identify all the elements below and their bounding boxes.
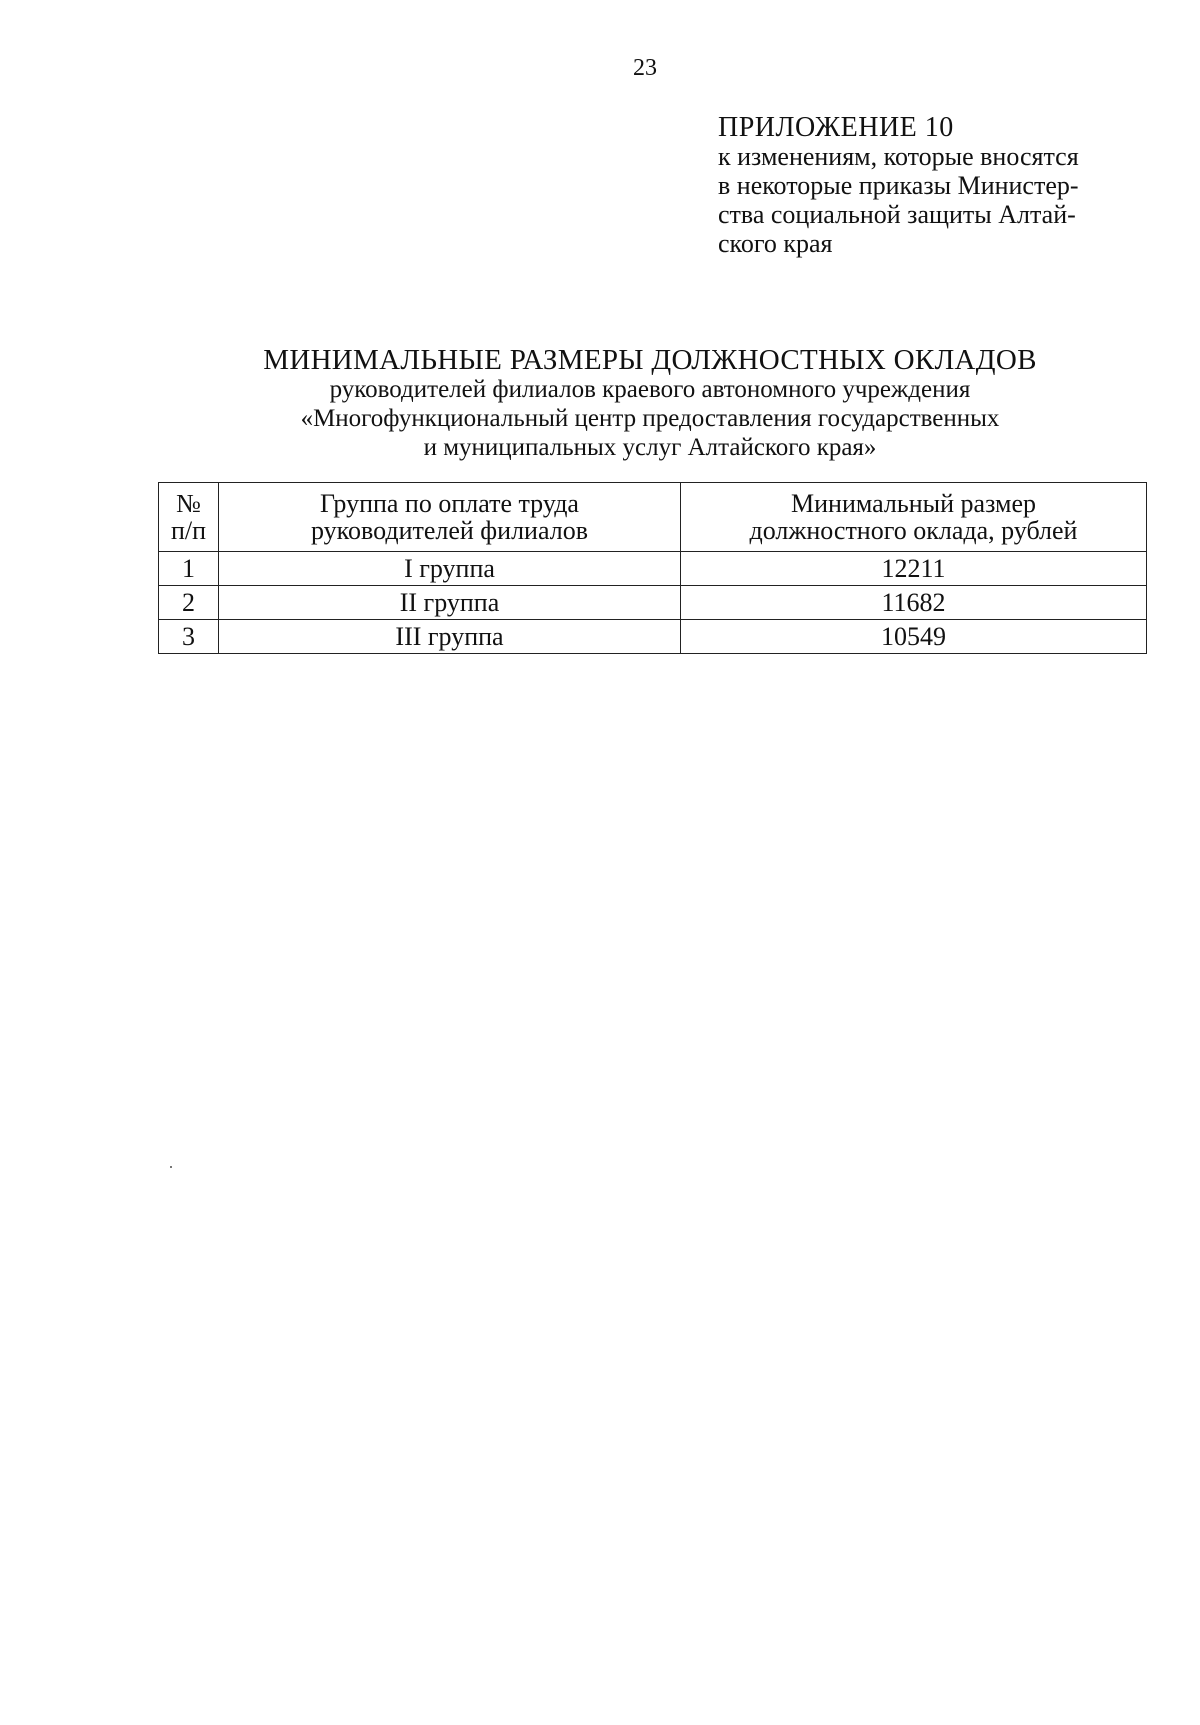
appendix-block [718,113,1142,258]
salary-table [158,482,1147,654]
header-salary-line2: должностного оклада, рублей [749,516,1078,545]
table-row [159,620,1147,654]
appendix-line: ства социальной защиты Алтай- [718,200,1076,229]
cell-group: III группа [219,620,681,654]
table-row [159,552,1147,586]
header-group-line1: Группа по оплате труда [320,489,579,518]
header-salary [681,483,1147,552]
cell-salary: 12211 [681,552,1147,586]
header-salary-line1: Минимальный размер [791,489,1036,518]
page-number: 23 [633,55,657,81]
cell-group: I группа [219,552,681,586]
document-subtitle [150,375,1150,462]
header-group [219,483,681,552]
cell-number: 3 [159,620,219,654]
table-row [159,586,1147,620]
appendix-line: в некоторые приказы Министер- [718,171,1079,200]
header-group-line2: руководителей филиалов [311,516,588,545]
appendix-line: ского края [718,229,833,258]
cell-group: II группа [219,586,681,620]
cell-number: 2 [159,586,219,620]
cell-salary: 10549 [681,620,1147,654]
cell-salary: 11682 [681,586,1147,620]
subtitle-line: «Многофункциональный центр предоставления государственных [300,405,1000,432]
header-number-line1: № [176,489,201,518]
header-number [159,483,219,552]
subtitle-line: руководителей филиалов краевого автономного учреждения [329,376,971,403]
cell-number: 1 [159,552,219,586]
header-number-line2: п/п [170,516,207,545]
table-header-row [159,483,1147,552]
document-title: МИНИМАЛЬНЫЕ РАЗМЕРЫ ДОЛЖНОСТНЫХ ОКЛАДОВ [263,344,1037,376]
scan-speck [170,1166,172,1168]
subtitle-line: и муниципальных услуг Алтайского края» [423,434,877,461]
appendix-line: к изменениям, которые вносятся [718,142,1079,171]
appendix-title: ПРИЛОЖЕНИЕ 10 [718,112,954,143]
appendix-text [718,142,1142,258]
